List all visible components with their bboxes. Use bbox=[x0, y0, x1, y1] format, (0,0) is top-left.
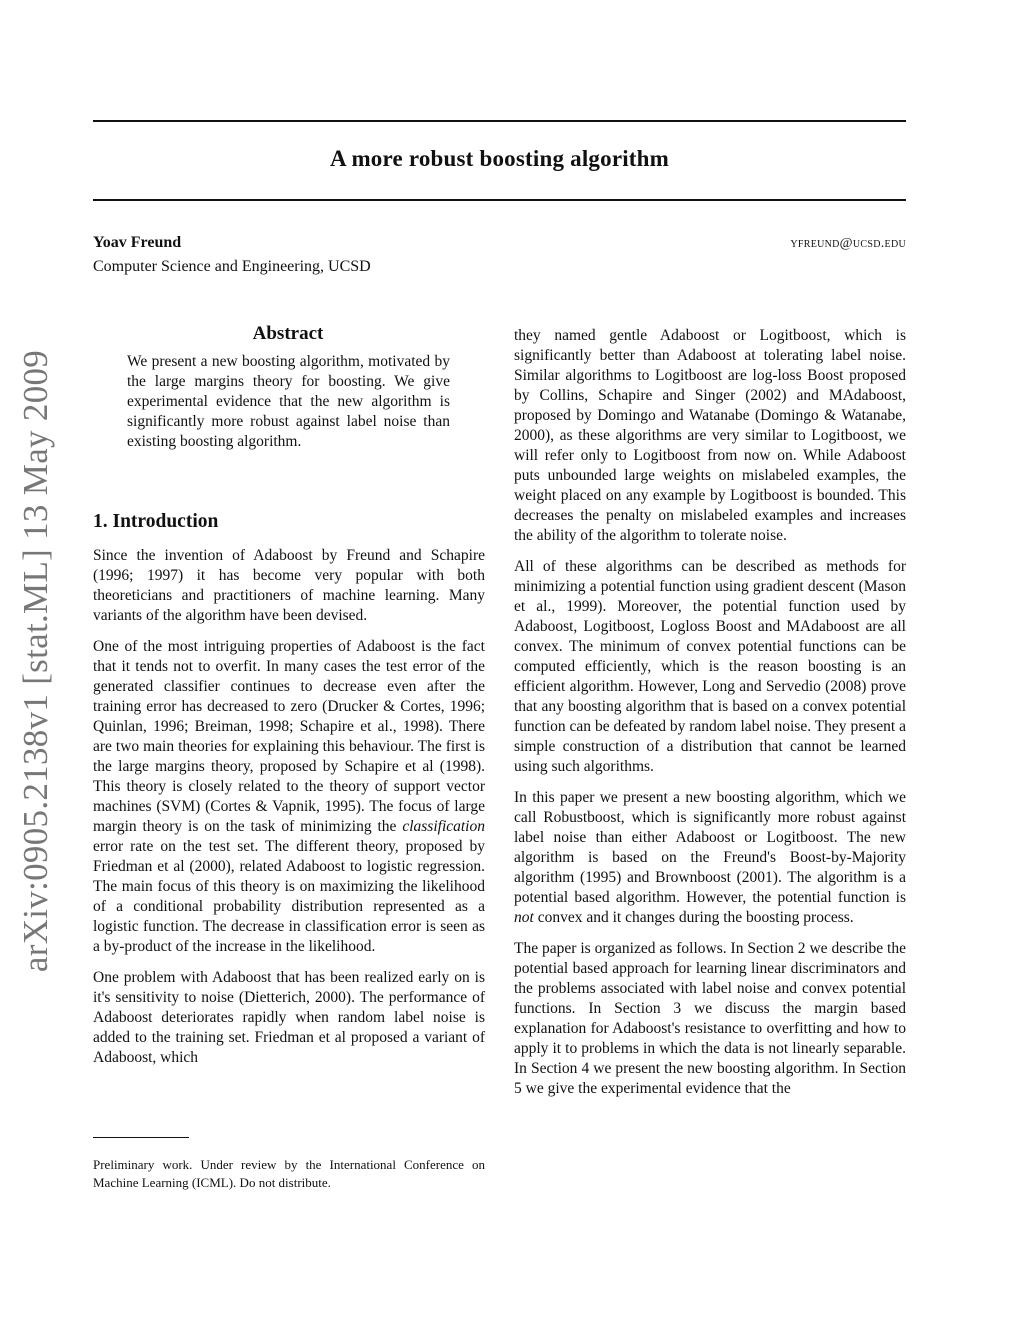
author-name: Yoav Freund bbox=[93, 234, 182, 251]
author-email: yfreund@ucsd.edu bbox=[790, 236, 906, 251]
paragraph: In this paper we present a new boosting algorithm, which we call Robustboost, which is significantly more robust against label noise than either Adaboost or Logitboost. The new algorithm is based on the Freund's Boost-by-Majority algorithm (1995) and Brownboost (2001). The algorithm is a potential based algorithm. However, the potential function is not convex and it changes during the boosting process. bbox=[514, 789, 906, 926]
footnote-rule bbox=[93, 1137, 189, 1138]
abstract-heading: Abstract bbox=[252, 323, 324, 344]
emphasis: classification bbox=[402, 818, 485, 835]
title-rule-top bbox=[93, 120, 906, 122]
paragraph: One of the most intriguing properties of Adaboost is the fact that it tends not to overfit. In many cases the test error of the generated classifier continues to decrease even after the training error has decreased to zero (Drucker & Cortes, 1996; Quinlan, 1996; Breiman, 1998; Schapire et al., 1998). There are two main theories for explaining this behaviour. The first is the large margins theory, proposed by Schapire et al (1998). This theory is closely related to the theory of support vector machines (SVM) (Cortes & Vapnik, 1995). The focus of large margin theory is on the task of minimizing the classification error rate on the test set. The different theory, proposed by Friedman et al (2000), related Adaboost to logistic regression. The main focus of this theory is on maximizing the likelihood of a conditional probability distribution represented as a logistic function. The decrease in classification error is seen as a by-product of the increase in the likelihood. bbox=[93, 638, 485, 955]
paragraph: All of these algorithms can be described as methods for minimizing a potential function using gradient descent (Mason et al., 1999). Moreover, the potential function used by Adaboost, Logitboost, Logloss Boost and MAdaboost are all convex. The minimum of convex potential functions can be computed efficiently, which is the reason boosting is an efficient algorithm. However, Long and Servedio (2008) prove that any boosting algorithm that is based on a convex potential function can be defeated by random label noise. They present a simple construction of a distribution that cannot be learned using such algorithms. bbox=[514, 558, 906, 775]
arxiv-identifier: arXiv:0905.2138v1 [stat.ML] 13 May 2009 bbox=[16, 349, 55, 973]
paragraph: The paper is organized as follows. In Section 2 we describe the potential based approach for learning linear discriminators and the problems associated with label noise and convex potential functions. In Section 3 we discuss the margin based explanation for Adaboost's resistance to overfitting and how to apply it to problems in which the data is not linearly separable. In Section 4 we present the new boosting algorithm. In Section 5 we give the experimental evidence that the bbox=[514, 940, 906, 1097]
paragraph: they named gentle Adaboost or Logitboost, which is significantly better than Adaboost at tolerating label noise. Similar algorithms to Logitboost are log-loss Boost proposed by Collins, Schapire and Singer (2002) and MAdaboost, proposed by Domingo and Watanabe (Domingo & Watanabe, 2000), as these algorithms are very similar to Logitboost, we will refer only to Logitboost from now on. While Adaboost puts unbounded large weights on mislabeled examples, the weight placed on any example by Logitboost is bounded. This decreases the penalty on mislabeled examples and increases the ability of the algorithm to tolerate noise. bbox=[514, 327, 906, 544]
paper-title: A more robust boosting algorithm bbox=[329, 146, 670, 171]
author-affiliation: Computer Science and Engineering, UCSD bbox=[93, 258, 371, 275]
left-column bbox=[93, 546, 485, 1079]
section-heading-introduction: 1. Introduction bbox=[93, 511, 219, 532]
right-column bbox=[514, 326, 906, 1110]
footnote: Preliminary work. Under review by the International Conference on Machine Learning (ICML). Do not distribute. bbox=[93, 1157, 485, 1190]
paragraph: Since the invention of Adaboost by Freund and Schapire (1996; 1997) it has become very popular with both theoreticians and practitioners of machine learning. Many variants of the algorithm have been devised. bbox=[93, 547, 485, 624]
emphasis: not bbox=[514, 909, 534, 926]
abstract-text: We present a new boosting algorithm, motivated by the large margins theory for boosting. We give experimental evidence that the new algorithm is significantly more robust against label noise than existing boosting algorithm. bbox=[127, 353, 450, 450]
title-rule-bottom bbox=[93, 199, 906, 201]
paragraph: One problem with Adaboost that has been realized early on is it's sensitivity to noise (Dietterich, 2000). The performance of Adaboost deteriorates rapidly when random label noise is added to the training set. Friedman et al proposed a variant of Adaboost, which bbox=[93, 969, 485, 1066]
